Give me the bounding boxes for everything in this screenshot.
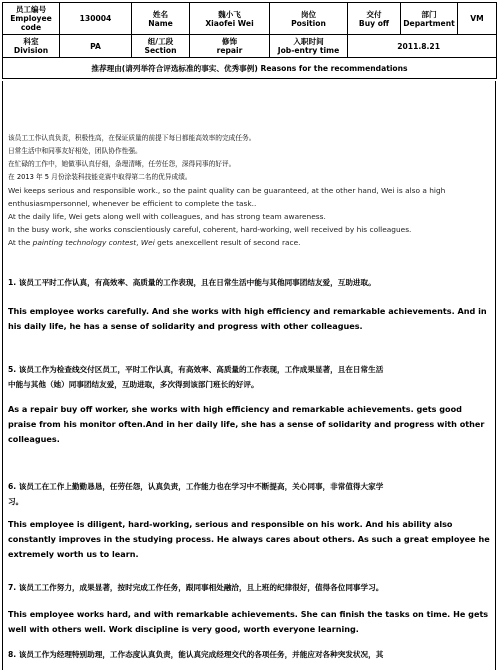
position-label: 岗位 Position — [270, 3, 348, 35]
point-cn-line: 7. 该员工工作努力，成果显著，按时完成工作任务，跟同事相处融洽，且上班的纪律很好，值得各位同事学习。 — [8, 583, 384, 592]
point-cn-line: 8. 该员工作为经理特别助理，工作态度认真负责，能认真完成经理交代的各项任务，并能应对各种突发状况，其 — [8, 650, 384, 659]
summary-cn-line: 在忙碌的工作中，她做事认真仔细，条理清晰，任劳任怨，深得同事的好评。 — [8, 160, 236, 168]
entry-time-value: 2011.8.21 — [348, 35, 497, 58]
department-value: VM — [458, 3, 497, 35]
summary-section — [8, 132, 491, 249]
point-cn-line: 1. 该员工平时工作认真，有高效率、高质量的工作表现，且在日常生活中能与其他同事团结友爱，互助进取。 — [8, 278, 376, 287]
point-7 — [8, 580, 491, 637]
point-cn-line: 6. 该员工在工作上勤勤恳恳，任劳任怨，认真负责，工作能力也在学习中不断提高，关心同事，非常值得大家学 — [8, 482, 384, 491]
point-en-line: This employee is diligent, hard-working, serious and responsible on his work. And his ability also — [8, 519, 453, 529]
section-label: 组/工段 Section — [132, 35, 190, 58]
point-cn-line: 5. 该员工作为检查线交付区员工，平时工作认真，有高效率、高质量的工作表现，工作成果显著，且在日常生活 — [8, 365, 384, 374]
employee-code-value: 130004 — [60, 3, 132, 35]
point-en-line: praise from his monitor often.And in her daily life, she has a sense of solidarity and progress with other — [8, 419, 485, 429]
point-cn-line: 中能与其他（她）同事团结友爱，互助进取，多次得到该部门班长的好评。 — [8, 380, 259, 389]
division-label: 科室 Division — [3, 35, 60, 58]
summary-en-line: Wei keeps serious and responsible work., so the paint quality can be guaranteed, at the other hand, Wei is also a high — [8, 186, 446, 195]
reasons-title: 推荐理由(请列举符合评选标准的事实、优秀事例) Reasons for the recommendations — [3, 58, 497, 79]
summary-en-line: In the busy work, she works conscientiously careful, coherent, hard-working, well received by his colleagues. — [8, 225, 412, 234]
employee-code-label: 员工编号 Employee code — [3, 3, 60, 35]
point-1 — [8, 275, 491, 334]
name-value: 魏小飞 Xiaofei Wei — [190, 3, 270, 35]
summary-cn-line: 在 2013 年 5 月份涂装科技能竞赛中取得第二名的优异成绩。 — [8, 173, 192, 181]
summary-cn-line: 日常生活中和同事友好相处，团队协作性强。 — [8, 147, 142, 155]
entry-time-label: 入职时间 Job-entry time — [270, 35, 348, 58]
summary-cn-line: 该员工工作认真负责，积极性高，在保证质量的前提下每日都能高效率的完成任务。 — [8, 134, 256, 142]
point-en-line: his daily life, he has a sense of solidarity and progress with other colleagues. — [8, 321, 363, 331]
reasons-body — [2, 81, 496, 670]
summary-en-line: At the daily life, Wei gets along well with colleagues, and has strong team awareness. — [8, 212, 326, 221]
contest-line: At the painting technology contest, Wei gets anexcellent result of second race. — [8, 238, 301, 247]
employee-info-table — [2, 2, 497, 79]
point-cn-line: 习。 — [8, 497, 24, 506]
name-label: 姓名 Name — [132, 3, 190, 35]
point-en-line: This employee works hard, and with remarkable achievements. She can finish the tasks on time. He gets — [8, 609, 489, 619]
position-value: 交付 Buy off — [348, 3, 401, 35]
point-en-line: This employee works carefully. And she works with high efficiency and remarkable achievements. And in — [8, 306, 487, 316]
division-value: PA — [60, 35, 132, 58]
point-6 — [8, 479, 491, 562]
point-en-line: constantly improves in the studying process. He always cares about others. As such a great employee he — [8, 534, 490, 544]
section-value: 修饰 repair — [190, 35, 270, 58]
summary-en-line: enthusiasmpersonnel, whenever be efficient to complete the task.. — [8, 199, 257, 208]
point-en-line: well with others well. Work discipline is very good, worth everyone learning. — [8, 624, 359, 634]
department-label: 部门 Department — [401, 3, 458, 35]
point-en-line: extremely worth us to learn. — [8, 549, 139, 559]
point-8 — [8, 647, 491, 662]
point-en-line: colleagues. — [8, 434, 60, 444]
point-5 — [8, 362, 491, 447]
point-en-line: As a repair buy off worker, she works with high efficiency and remarkable achievements. gets good — [8, 404, 462, 414]
